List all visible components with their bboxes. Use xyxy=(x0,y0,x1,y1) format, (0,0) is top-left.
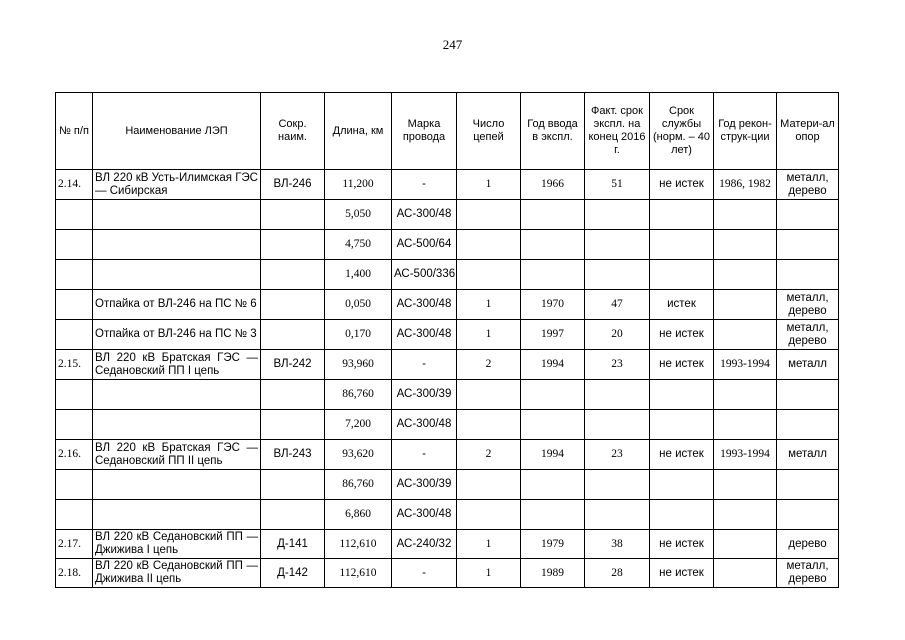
cell-length: 112,610 xyxy=(325,530,392,559)
cell-year-in: 1994 xyxy=(521,440,585,470)
cell-year-recon xyxy=(714,410,777,440)
table-row xyxy=(56,260,839,290)
cell-name xyxy=(93,230,261,260)
cell-year-in xyxy=(521,380,585,410)
cell-year-recon xyxy=(714,320,777,350)
cell-name xyxy=(93,470,261,500)
cell-actual-term: 51 xyxy=(585,170,650,200)
cell-name xyxy=(93,200,261,230)
cell-name: ВЛ 220 кВ Седановский ПП — Джижива II цепь xyxy=(93,559,261,588)
cell-num: 2.16. xyxy=(56,440,93,470)
cell-circuits xyxy=(457,230,521,260)
table-row xyxy=(56,380,839,410)
cell-num xyxy=(56,470,93,500)
cell-num xyxy=(56,290,93,320)
cell-material xyxy=(777,380,839,410)
table-row xyxy=(56,350,839,380)
cell-circuits xyxy=(457,380,521,410)
header-length: Длина, км xyxy=(325,93,392,170)
cell-circuits: 1 xyxy=(457,559,521,588)
cell-year-in: 1989 xyxy=(521,559,585,588)
cell-actual-term: 20 xyxy=(585,320,650,350)
power-lines-table xyxy=(55,92,839,588)
cell-material xyxy=(777,200,839,230)
cell-name: Отпайка от ВЛ-246 на ПС № 3 xyxy=(93,320,261,350)
cell-service-term xyxy=(650,410,714,440)
cell-abbr: ВЛ-242 xyxy=(261,350,325,380)
cell-actual-term xyxy=(585,500,650,530)
cell-actual-term: 28 xyxy=(585,559,650,588)
cell-year-recon xyxy=(714,380,777,410)
cell-num xyxy=(56,380,93,410)
cell-wire: - xyxy=(392,170,457,200)
cell-name xyxy=(93,500,261,530)
cell-service-term: не истек xyxy=(650,350,714,380)
header-actual-term: Факт. срок экспл. на конец 2016 г. xyxy=(585,93,650,170)
cell-year-in xyxy=(521,410,585,440)
cell-wire: АС-500/64 xyxy=(392,230,457,260)
header-material: Матери-ал опор xyxy=(777,93,839,170)
cell-wire: АС-300/48 xyxy=(392,290,457,320)
cell-name xyxy=(93,380,261,410)
table-row xyxy=(56,559,839,588)
cell-service-term xyxy=(650,260,714,290)
cell-length: 5,050 xyxy=(325,200,392,230)
cell-actual-term xyxy=(585,380,650,410)
cell-name: Отпайка от ВЛ-246 на ПС № 6 xyxy=(93,290,261,320)
table-row xyxy=(56,410,839,440)
cell-abbr: Д-141 xyxy=(261,530,325,559)
cell-name xyxy=(93,410,261,440)
cell-actual-term xyxy=(585,200,650,230)
cell-length: 93,620 xyxy=(325,440,392,470)
cell-length: 0,050 xyxy=(325,290,392,320)
cell-year-in: 1997 xyxy=(521,320,585,350)
cell-num xyxy=(56,200,93,230)
cell-wire: АС-300/48 xyxy=(392,320,457,350)
table-row xyxy=(56,470,839,500)
cell-length: 86,760 xyxy=(325,380,392,410)
cell-length: 112,610 xyxy=(325,559,392,588)
cell-abbr xyxy=(261,410,325,440)
table-row xyxy=(56,440,839,470)
cell-abbr xyxy=(261,230,325,260)
cell-length: 4,750 xyxy=(325,230,392,260)
cell-year-recon xyxy=(714,290,777,320)
cell-abbr xyxy=(261,380,325,410)
cell-actual-term xyxy=(585,470,650,500)
cell-length: 93,960 xyxy=(325,350,392,380)
cell-year-recon: 1993-1994 xyxy=(714,440,777,470)
cell-wire: - xyxy=(392,440,457,470)
cell-wire: АС-500/336 xyxy=(392,260,457,290)
cell-material xyxy=(777,230,839,260)
header-wire: Марка провода xyxy=(392,93,457,170)
cell-circuits: 1 xyxy=(457,290,521,320)
cell-abbr xyxy=(261,260,325,290)
cell-actual-term: 47 xyxy=(585,290,650,320)
page-number: 247 xyxy=(442,37,463,52)
cell-abbr xyxy=(261,200,325,230)
cell-circuits xyxy=(457,200,521,230)
cell-abbr xyxy=(261,500,325,530)
header-year-in: Год ввода в экспл. xyxy=(521,93,585,170)
cell-length: 11,200 xyxy=(325,170,392,200)
cell-num: 2.15. xyxy=(56,350,93,380)
header-abbr: Сокр. наим. xyxy=(261,93,325,170)
cell-service-term xyxy=(650,500,714,530)
cell-service-term xyxy=(650,470,714,500)
cell-material: металл, дерево xyxy=(777,170,839,200)
cell-year-recon xyxy=(714,260,777,290)
cell-length: 0,170 xyxy=(325,320,392,350)
cell-wire: - xyxy=(392,559,457,588)
cell-abbr: ВЛ-246 xyxy=(261,170,325,200)
cell-material: металл, дерево xyxy=(777,320,839,350)
cell-length: 7,200 xyxy=(325,410,392,440)
cell-service-term: не истек xyxy=(650,559,714,588)
cell-circuits: 1 xyxy=(457,170,521,200)
table-row xyxy=(56,230,839,260)
table-body xyxy=(56,170,839,588)
cell-name: ВЛ 220 кВ Седановский ПП — Джижива I цепь xyxy=(93,530,261,559)
table-row xyxy=(56,290,839,320)
cell-year-in: 1994 xyxy=(521,350,585,380)
cell-year-recon xyxy=(714,559,777,588)
table-row xyxy=(56,530,839,559)
header-name: Наименование ЛЭП xyxy=(93,93,261,170)
cell-material: металл, дерево xyxy=(777,290,839,320)
cell-abbr xyxy=(261,290,325,320)
cell-material: металл, дерево xyxy=(777,559,839,588)
cell-name: ВЛ 220 кВ Братская ГЭС — Седановский ПП I цепь xyxy=(93,350,261,380)
cell-actual-term xyxy=(585,410,650,440)
cell-year-in xyxy=(521,230,585,260)
cell-material xyxy=(777,260,839,290)
cell-circuits xyxy=(457,260,521,290)
cell-num: 2.18. xyxy=(56,559,93,588)
cell-actual-term xyxy=(585,230,650,260)
table-row xyxy=(56,320,839,350)
cell-material: дерево xyxy=(777,530,839,559)
cell-circuits: 1 xyxy=(457,320,521,350)
cell-circuits xyxy=(457,410,521,440)
cell-year-in: 1966 xyxy=(521,170,585,200)
cell-year-recon: 1986, 1982 xyxy=(714,170,777,200)
cell-num: 2.14. xyxy=(56,170,93,200)
cell-length: 1,400 xyxy=(325,260,392,290)
cell-service-term: не истек xyxy=(650,170,714,200)
cell-name: ВЛ 220 кВ Братская ГЭС — Седановский ПП II цепь xyxy=(93,440,261,470)
header-num: № п/п xyxy=(56,93,93,170)
header-service-term: Срок службы (норм. – 40 лет) xyxy=(650,93,714,170)
cell-wire: АС-300/48 xyxy=(392,200,457,230)
cell-actual-term: 23 xyxy=(585,440,650,470)
cell-wire: АС-300/48 xyxy=(392,410,457,440)
cell-year-in xyxy=(521,500,585,530)
cell-year-in: 1970 xyxy=(521,290,585,320)
cell-year-recon: 1993-1994 xyxy=(714,350,777,380)
cell-actual-term xyxy=(585,260,650,290)
cell-wire: АС-240/32 xyxy=(392,530,457,559)
cell-wire: АС-300/39 xyxy=(392,380,457,410)
cell-year-in xyxy=(521,470,585,500)
cell-num xyxy=(56,500,93,530)
cell-wire: - xyxy=(392,350,457,380)
cell-wire: АС-300/48 xyxy=(392,500,457,530)
cell-year-recon xyxy=(714,500,777,530)
cell-service-term: истек xyxy=(650,290,714,320)
cell-abbr: Д-142 xyxy=(261,559,325,588)
cell-year-recon xyxy=(714,470,777,500)
cell-service-term xyxy=(650,230,714,260)
cell-service-term xyxy=(650,200,714,230)
cell-abbr: ВЛ-243 xyxy=(261,440,325,470)
table-header-row xyxy=(56,93,839,170)
cell-num xyxy=(56,260,93,290)
header-year-recon: Год рекон-струк-ции xyxy=(714,93,777,170)
cell-service-term: не истек xyxy=(650,440,714,470)
header-circuits: Число цепей xyxy=(457,93,521,170)
table-row xyxy=(56,200,839,230)
table-row xyxy=(56,170,839,200)
cell-length: 6,860 xyxy=(325,500,392,530)
cell-num xyxy=(56,320,93,350)
cell-name xyxy=(93,260,261,290)
cell-actual-term: 38 xyxy=(585,530,650,559)
cell-service-term: не истек xyxy=(650,320,714,350)
cell-circuits xyxy=(457,500,521,530)
cell-material xyxy=(777,470,839,500)
cell-year-recon xyxy=(714,230,777,260)
cell-year-recon xyxy=(714,200,777,230)
cell-actual-term: 23 xyxy=(585,350,650,380)
cell-circuits: 2 xyxy=(457,350,521,380)
cell-year-in xyxy=(521,200,585,230)
cell-circuits xyxy=(457,470,521,500)
table-row xyxy=(56,500,839,530)
cell-service-term xyxy=(650,380,714,410)
cell-circuits: 2 xyxy=(457,440,521,470)
cell-length: 86,760 xyxy=(325,470,392,500)
cell-num xyxy=(56,410,93,440)
cell-wire: АС-300/39 xyxy=(392,470,457,500)
cell-year-recon xyxy=(714,530,777,559)
cell-name: ВЛ 220 кВ Усть-Илимская ГЭС — Сибирская xyxy=(93,170,261,200)
cell-num xyxy=(56,230,93,260)
cell-material: металл xyxy=(777,440,839,470)
cell-year-in: 1979 xyxy=(521,530,585,559)
cell-abbr xyxy=(261,470,325,500)
cell-service-term: не истек xyxy=(650,530,714,559)
cell-material xyxy=(777,410,839,440)
cell-year-in xyxy=(521,260,585,290)
cell-material xyxy=(777,500,839,530)
cell-material: металл xyxy=(777,350,839,380)
cell-abbr xyxy=(261,320,325,350)
cell-num: 2.17. xyxy=(56,530,93,559)
cell-circuits: 1 xyxy=(457,530,521,559)
